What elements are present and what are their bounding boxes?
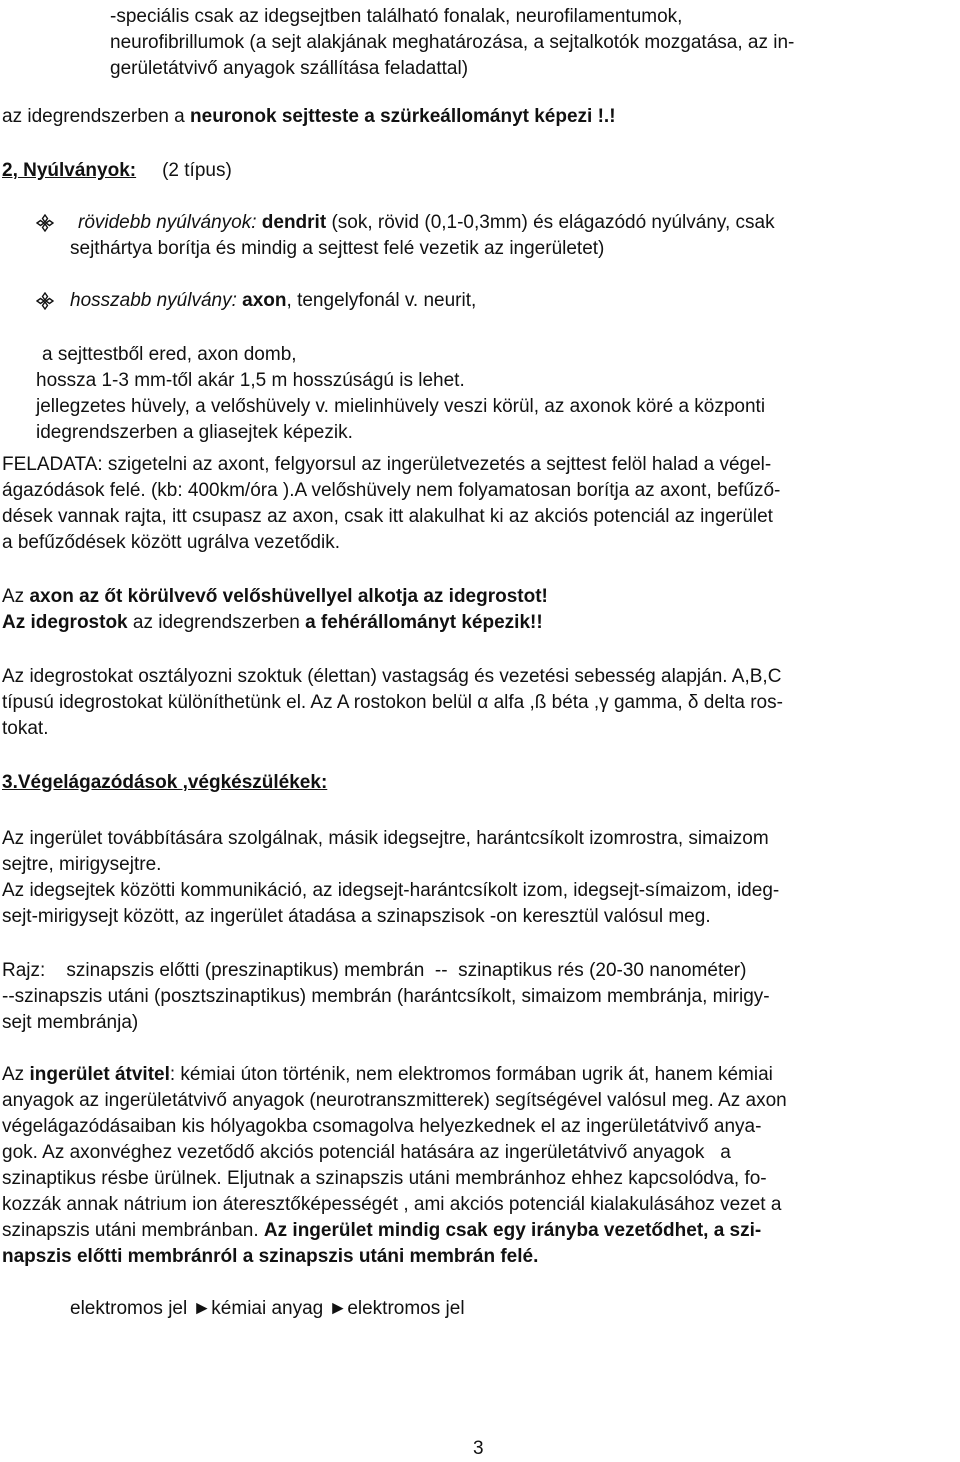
text-line: a sejttestből ered, axon domb, xyxy=(42,344,297,365)
text-line: szinaptikus résbe ürülnek. Eljutnak a szinapszis utáni membránhoz ehhez kapcsolódva, fo- xyxy=(2,1168,767,1189)
diamond-bullet-icon xyxy=(36,214,54,232)
text-line: Az ingerület átvitel: kémiai úton történik, nem elektromos formában ugrik át, hanem kémiai xyxy=(2,1064,773,1085)
text-line: gok. Az axonvéghez vezetődő akciós potenciál hatására az ingerületátvivő anyagok a xyxy=(2,1142,731,1163)
text-line: tokat. xyxy=(2,718,49,739)
text-line: az idegrendszerben a neuronok sejtteste a szürkeállományt képezi !.! xyxy=(2,106,616,127)
text-line: sejtre, mirigysejtre. xyxy=(2,854,162,875)
text-line: sejthártya borítja és mindig a sejttest felé vezetik az ingerületet) xyxy=(70,238,605,259)
text-line: sejt-mirigysejt között, az ingerület átadása a szinapszisok -on keresztül valósul meg. xyxy=(2,906,711,927)
text-line: dések vannak rajta, itt csupasz az axon, csak itt alakulhat ki az akciós potenciál az ingerület xyxy=(2,506,773,527)
page-number: 3 xyxy=(473,1438,484,1459)
text-line: sejt membránja) xyxy=(2,1012,139,1033)
bullet-item-dendrit: rövidebb nyúlványok: dendrit (sok, rövid (0,1-0,3mm) és elágazódó nyúlvány, csak xyxy=(78,212,775,233)
text-line: ágazódások felé. (kb: 400km/óra ).A velőshüvely nem folyamatosan borítja az axont, befűző- xyxy=(2,480,781,501)
text-line: napszis előtti membránról a szinapszis utáni membrán felé. xyxy=(2,1246,539,1267)
text-line: --szinapszis utáni (posztszinaptikus) membrán (harántcsíkolt, simaizom membránja, mirigy- xyxy=(2,986,770,1007)
text-line: kozzák annak nátrium ion áteresztőképességét , ami akciós potenciál kialakulásához vezet a xyxy=(2,1194,782,1215)
text-line: szinapszis utáni membránban. Az ingerület mindig csak egy irányba vezetődhet, a szi- xyxy=(2,1220,762,1241)
text-line: FELADATA: szigetelni az axont, felgyorsul az ingerületvezetés a sejttest felöl halad a végel- xyxy=(2,454,772,475)
section-heading-vegelagazodasok: 3.Végelágazódások ,végkészülékek: xyxy=(2,772,328,793)
text-line: hossza 1-3 mm-től akár 1,5 m hosszúságú is lehet. xyxy=(36,370,465,391)
text-line: idegrendszerben a gliasejtek képezik. xyxy=(36,422,353,443)
text-line: a befűződések között ugrálva vezetődik. xyxy=(2,532,340,553)
text-line: Az idegsejtek közötti kommunikáció, az idegsejt-harántcsíkolt izom, idegsejt-símaizom, ideg- xyxy=(2,880,780,901)
text-line: Rajz: szinapszis előtti (preszinaptikus) membrán -- szinaptikus rés (20-30 nanométer) xyxy=(2,960,747,981)
signal-chain: elektromos jel ►kémiai anyag ►elektromos jel xyxy=(70,1298,465,1319)
text-line: Az axon az őt körülvevő velőshüvellyel alkotja az idegrostot! xyxy=(2,586,548,607)
text-line: neurofibrillumok (a sejt alakjának meghatározása, a sejtalkotók mozgatása, az in- xyxy=(110,32,795,53)
text-line: Az idegrostok az idegrendszerben a fehérállományt képezik!! xyxy=(2,612,543,633)
text-line: végelágazódásaiban kis hólyagokba csomagolva helyezkednek el az ingerületátvivő anya- xyxy=(2,1116,762,1137)
bullet-item-axon: hosszabb nyúlvány: axon, tengelyfonál v. neurit, xyxy=(70,290,477,311)
section-heading-nyulvanyok: 2, Nyúlványok: (2 típus) xyxy=(2,160,232,181)
text-line: típusú idegrostokat különíthetünk el. Az A rostokon belül α alfa ,ß béta ,γ gamma, δ delta ros- xyxy=(2,692,783,713)
text-line: gerületátvivő anyagok szállítása feladattal) xyxy=(110,58,469,79)
text-line: Az idegrostokat osztályozni szoktuk (élettan) vastagság és vezetési sebesség alapján. A,B,C xyxy=(2,666,782,687)
text-line: anyagok az ingerületátvivő anyagok (neurotranszmitterek) segítségével valósul meg. Az axon xyxy=(2,1090,787,1111)
text-line: jellegzetes hüvely, a velőshüvely v. mielinhüvely veszi körül, az axonok köré a központi xyxy=(36,396,766,417)
text-line: -speciális csak az idegsejtben található fonalak, neurofilamentumok, xyxy=(110,6,683,27)
text-line: Az ingerület továbbítására szolgálnak, másik idegsejtre, harántcsíkolt izomrostra, simaizom xyxy=(2,828,769,849)
diamond-bullet-icon xyxy=(36,292,54,310)
